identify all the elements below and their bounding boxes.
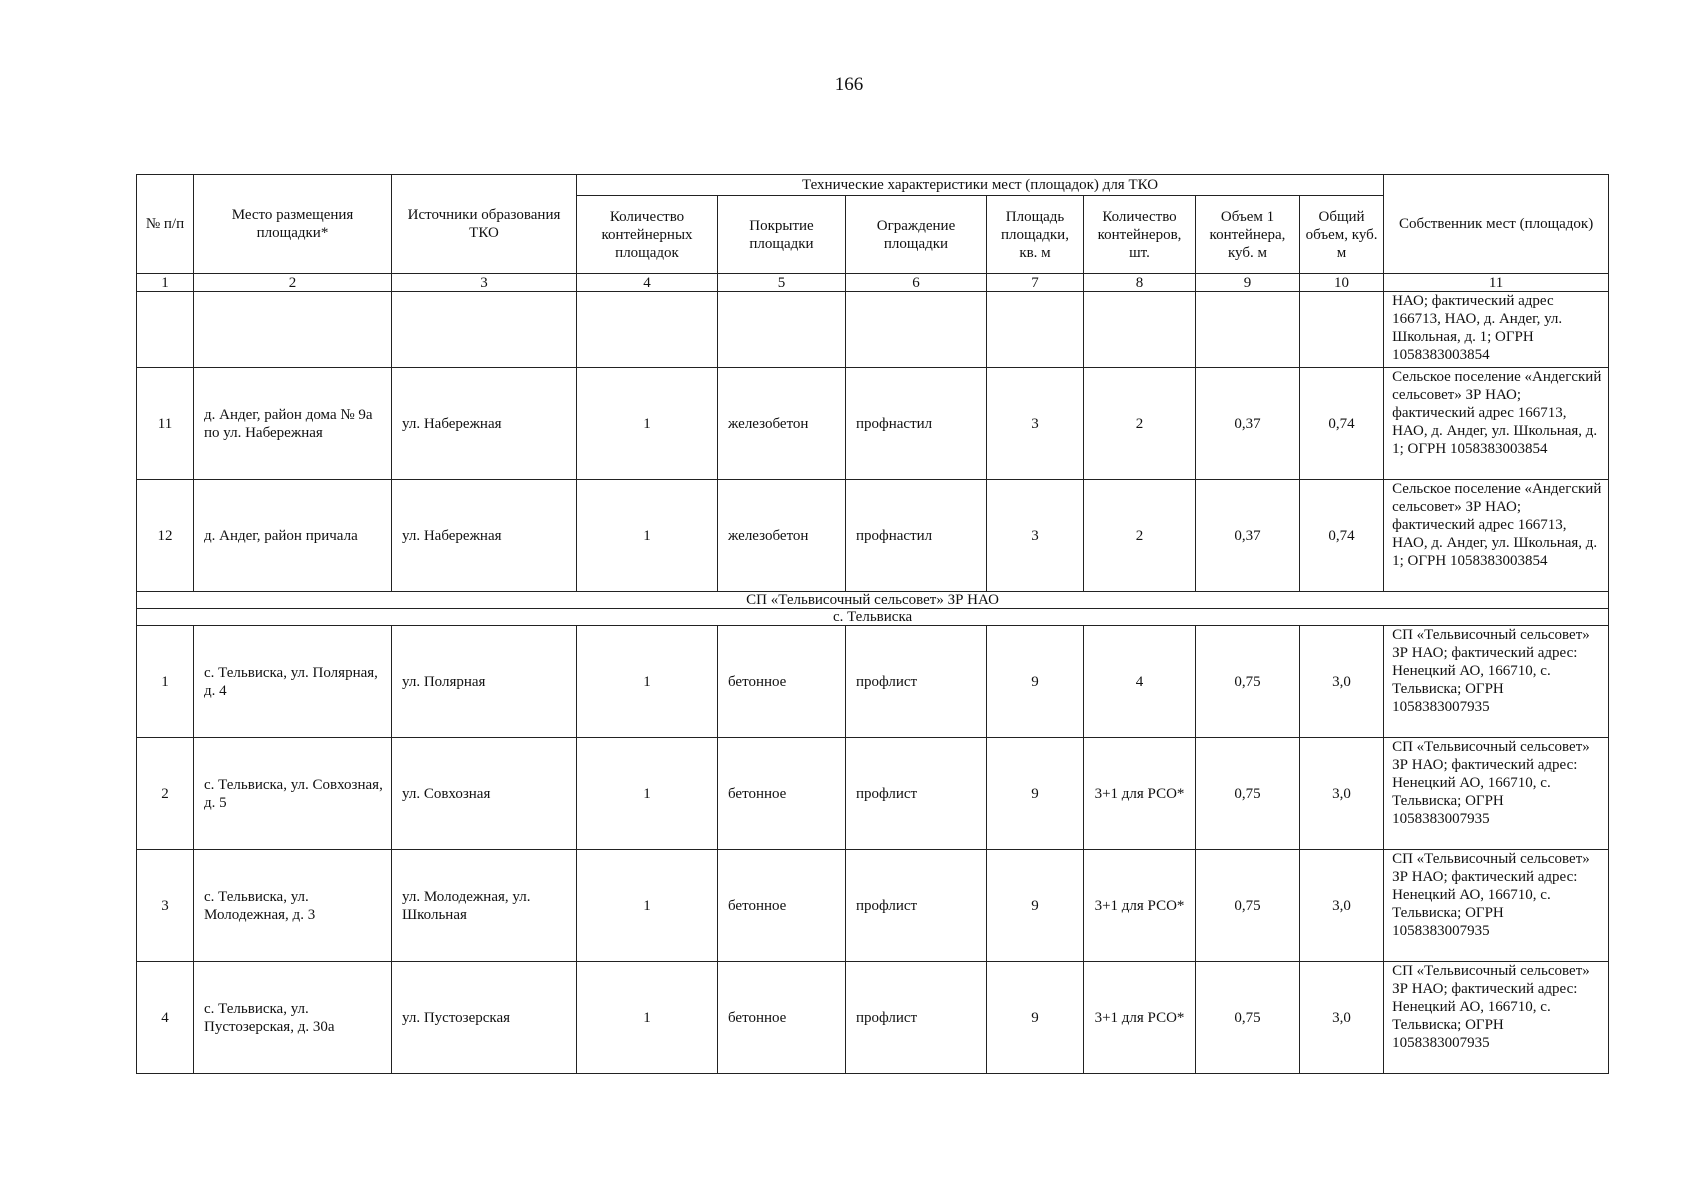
location-cell: с. Тельвиска, ул. Пустозерская, д. 30а xyxy=(194,962,392,1074)
row-num: 1 xyxy=(137,626,194,738)
column-number: 5 xyxy=(718,274,846,292)
fence-cell: профнастил xyxy=(846,480,987,592)
header-fence: Ограждение площадки xyxy=(846,196,987,274)
section-header-row xyxy=(137,592,1609,609)
area-cell: 3 xyxy=(987,368,1084,480)
header-technical-group: Технические характеристики мест (площадок) для ТКО xyxy=(577,175,1384,196)
volume1-cell: 0,75 xyxy=(1196,626,1300,738)
row-num: 3 xyxy=(137,850,194,962)
header-site-count: Количество контейнерных площадок xyxy=(577,196,718,274)
total-volume-cell: 0,74 xyxy=(1300,368,1384,480)
table-row xyxy=(137,962,1609,1074)
owner-cell: НАО; фактический адрес 166713, НАО, д. Андег, ул. Школьная, д. 1; ОГРН 1058383003854 xyxy=(1384,292,1609,368)
site-count-cell: 1 xyxy=(577,738,718,850)
header-location: Место размещения площадки* xyxy=(194,175,392,274)
location-cell: с. Тельвиска, ул. Полярная, д. 4 xyxy=(194,626,392,738)
page-number: 166 xyxy=(834,74,864,95)
column-number: 6 xyxy=(846,274,987,292)
table-row xyxy=(137,368,1609,480)
owner-cell: Сельское поселение «Андегский сельсовет» ЗР НАО; фактический адрес 166713, НАО, д. Андег, ул. Школьная, д. 1; ОГРН 1058383003854 xyxy=(1384,480,1609,592)
column-number-row xyxy=(137,274,1609,292)
surface-cell: бетонное xyxy=(718,738,846,850)
header-sources: Источники образования ТКО xyxy=(392,175,577,274)
header-surface: Покрытие площадки xyxy=(718,196,846,274)
volume1-cell: 0,37 xyxy=(1196,368,1300,480)
owner-cell: Сельское поселение «Андегский сельсовет» ЗР НАО; фактический адрес 166713, НАО, д. Андег, ул. Школьная, д. 1; ОГРН 1058383003854 xyxy=(1384,368,1609,480)
fence-cell: профлист xyxy=(846,738,987,850)
fence-cell: профнастил xyxy=(846,368,987,480)
location-cell: с. Тельвиска, ул. Молодежная, д. 3 xyxy=(194,850,392,962)
fence-cell: профлист xyxy=(846,962,987,1074)
area-cell: 9 xyxy=(987,738,1084,850)
row-num: 11 xyxy=(137,368,194,480)
fence-cell: профлист xyxy=(846,626,987,738)
total-volume-cell: 3,0 xyxy=(1300,738,1384,850)
sources-cell: ул. Полярная xyxy=(392,626,577,738)
table-row xyxy=(137,626,1609,738)
surface-cell: бетонное xyxy=(718,962,846,1074)
column-number: 3 xyxy=(392,274,577,292)
location-cell: д. Андег, район дома № 9а по ул. Набережная xyxy=(194,368,392,480)
column-number: 4 xyxy=(577,274,718,292)
site-count-cell: 1 xyxy=(577,962,718,1074)
column-number: 10 xyxy=(1300,274,1384,292)
area-cell: 3 xyxy=(987,480,1084,592)
column-number: 2 xyxy=(194,274,392,292)
header-containers: Количество контейнеров, шт. xyxy=(1084,196,1196,274)
table-row xyxy=(137,738,1609,850)
location-cell: д. Андег, район причала xyxy=(194,480,392,592)
owner-cell: СП «Тельвисочный сельсовет» ЗР НАО; фактический адрес: Ненецкий АО, 166710, с. Тельвиска; ОГРН 1058383007935 xyxy=(1384,626,1609,738)
surface-cell: железобетон xyxy=(718,480,846,592)
header-volume1: Объем 1 контейнера, куб. м xyxy=(1196,196,1300,274)
sources-cell: ул. Пустозерская xyxy=(392,962,577,1074)
containers-cell: 3+1 для РСО* xyxy=(1084,962,1196,1074)
site-count-cell: 1 xyxy=(577,368,718,480)
volume1-cell: 0,75 xyxy=(1196,738,1300,850)
owner-cell: СП «Тельвисочный сельсовет» ЗР НАО; фактический адрес: Ненецкий АО, 166710, с. Тельвиска; ОГРН 1058383007935 xyxy=(1384,738,1609,850)
surface-cell: бетонное xyxy=(718,626,846,738)
subsection-title: с. Тельвиска xyxy=(137,609,1609,626)
area-cell: 9 xyxy=(987,626,1084,738)
containers-cell: 4 xyxy=(1084,626,1196,738)
total-volume-cell: 0,74 xyxy=(1300,480,1384,592)
area-cell: 9 xyxy=(987,962,1084,1074)
containers-cell: 3+1 для РСО* xyxy=(1084,850,1196,962)
surface-cell: железобетон xyxy=(718,368,846,480)
volume1-cell: 0,75 xyxy=(1196,962,1300,1074)
table-row xyxy=(137,850,1609,962)
column-number: 7 xyxy=(987,274,1084,292)
continuation-row xyxy=(137,292,1609,368)
row-num: 12 xyxy=(137,480,194,592)
column-number: 1 xyxy=(137,274,194,292)
table-row xyxy=(137,480,1609,592)
waste-sites-table xyxy=(136,174,1609,1074)
volume1-cell: 0,75 xyxy=(1196,850,1300,962)
header-total-volume: Общий объем, куб. м xyxy=(1300,196,1384,274)
row-num: 2 xyxy=(137,738,194,850)
header-owner: Собственник мест (площадок) xyxy=(1384,175,1609,274)
sources-cell: ул. Совхозная xyxy=(392,738,577,850)
surface-cell: бетонное xyxy=(718,850,846,962)
volume1-cell: 0,37 xyxy=(1196,480,1300,592)
column-number: 9 xyxy=(1196,274,1300,292)
owner-cell: СП «Тельвисочный сельсовет» ЗР НАО; фактический адрес: Ненецкий АО, 166710, с. Тельвиска; ОГРН 1058383007935 xyxy=(1384,962,1609,1074)
subsection-header-row xyxy=(137,609,1609,626)
site-count-cell: 1 xyxy=(577,480,718,592)
area-cell: 9 xyxy=(987,850,1084,962)
column-number: 11 xyxy=(1384,274,1609,292)
containers-cell: 3+1 для РСО* xyxy=(1084,738,1196,850)
containers-cell: 2 xyxy=(1084,480,1196,592)
fence-cell: профлист xyxy=(846,850,987,962)
containers-cell: 2 xyxy=(1084,368,1196,480)
header-num: № п/п xyxy=(137,175,194,274)
total-volume-cell: 3,0 xyxy=(1300,962,1384,1074)
header-row-top xyxy=(137,175,1609,196)
row-num: 4 xyxy=(137,962,194,1074)
column-number: 8 xyxy=(1084,274,1196,292)
site-count-cell: 1 xyxy=(577,850,718,962)
section-title: СП «Тельвисочный сельсовет» ЗР НАО xyxy=(137,592,1609,609)
location-cell: с. Тельвиска, ул. Совхозная, д. 5 xyxy=(194,738,392,850)
site-count-cell: 1 xyxy=(577,626,718,738)
sources-cell: ул. Набережная xyxy=(392,480,577,592)
owner-cell: СП «Тельвисочный сельсовет» ЗР НАО; фактический адрес: Ненецкий АО, 166710, с. Тельвиска; ОГРН 1058383007935 xyxy=(1384,850,1609,962)
total-volume-cell: 3,0 xyxy=(1300,850,1384,962)
sources-cell: ул. Набережная xyxy=(392,368,577,480)
total-volume-cell: 3,0 xyxy=(1300,626,1384,738)
header-area: Площадь площадки, кв. м xyxy=(987,196,1084,274)
sources-cell: ул. Молодежная, ул. Школьная xyxy=(392,850,577,962)
